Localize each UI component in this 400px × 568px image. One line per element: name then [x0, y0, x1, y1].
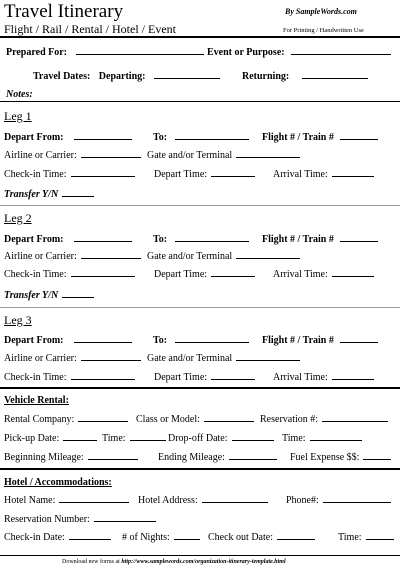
- hotel-checkout-field[interactable]: [277, 531, 315, 540]
- leg-1-depart-field[interactable]: [74, 131, 132, 140]
- leg-2-rule: [0, 307, 400, 308]
- hotel-checkin-field[interactable]: [69, 531, 111, 540]
- class-field[interactable]: [204, 413, 254, 422]
- dropoff-row: [168, 432, 274, 444]
- leg-1-depart-time-field[interactable]: [211, 168, 255, 177]
- depart-time-label: Depart Time:: [154, 372, 208, 383]
- leg-2-transfer-field[interactable]: [62, 289, 94, 298]
- pickup-time-label: Time:: [102, 433, 126, 444]
- dropoff-time-row: [282, 432, 362, 444]
- leg-1-airline-row: [4, 149, 141, 161]
- leg-2-gate-field[interactable]: [236, 250, 300, 259]
- hotel-address-label: Hotel Address:: [138, 495, 198, 506]
- leg-1-arrival-field[interactable]: [332, 168, 374, 177]
- gate-label: Gate and/or Terminal: [147, 353, 233, 364]
- leg-2-arrival-field[interactable]: [332, 268, 374, 277]
- leg-3-arrival-field[interactable]: [332, 371, 374, 380]
- leg-3-depart-field[interactable]: [74, 334, 132, 343]
- begin-mileage-label: Beginning Mileage:: [4, 452, 84, 463]
- leg-2-airline-row: [4, 250, 141, 262]
- event-label: Event or Purpose:: [207, 47, 285, 58]
- leg-3-checkin-field[interactable]: [71, 371, 135, 380]
- leg-3-depart-time-row: [154, 371, 255, 383]
- begin-mileage-row: [4, 451, 138, 463]
- end-mileage-label: Ending Mileage:: [158, 452, 225, 463]
- returning-row: [242, 70, 368, 82]
- fuel-label: Fuel Expense $$:: [290, 452, 360, 463]
- leg-1-airline-field[interactable]: [81, 149, 141, 158]
- flight-label: Flight # / Train #: [262, 234, 334, 245]
- leg-1-transfer-field[interactable]: [62, 188, 94, 197]
- arrival-label: Arrival Time:: [273, 169, 328, 180]
- event-field[interactable]: [291, 46, 391, 55]
- hotel-reservation-row: [4, 513, 156, 525]
- page-subtitle: Flight / Rail / Rental / Hotel / Event: [4, 22, 176, 36]
- leg-2-airline-field[interactable]: [81, 250, 141, 259]
- leg-1-gate-row: [147, 149, 300, 161]
- to-label: To:: [153, 132, 168, 143]
- hotel-reservation-field[interactable]: [94, 513, 156, 522]
- footer: [62, 559, 286, 565]
- page-title: Travel Itinerary: [4, 1, 124, 22]
- vehicle-rule: [0, 468, 400, 470]
- leg-3-arrival-row: [273, 371, 374, 383]
- departing-label: Departing:: [98, 71, 146, 82]
- leg-1-rule: [0, 205, 400, 206]
- hotel-reservation-label: Reservation Number:: [4, 514, 90, 525]
- arrival-label: Arrival Time:: [273, 269, 328, 280]
- hotel-time-label: Time:: [338, 532, 362, 543]
- leg-2-flight-row: [262, 233, 378, 245]
- leg-2-to-row: [153, 233, 249, 245]
- leg-2-checkin-row: [4, 268, 135, 280]
- depart-from-label: Depart From:: [4, 335, 64, 346]
- airline-label: Airline or Carrier:: [4, 353, 77, 364]
- arrival-label: Arrival Time:: [273, 372, 328, 383]
- leg-2-flight-field[interactable]: [340, 233, 378, 242]
- hotel-address-row: [138, 494, 268, 506]
- leg-1-checkin-row: [4, 168, 135, 180]
- end-mileage-row: [158, 451, 277, 463]
- hotel-nights-label: # of Nights:: [122, 532, 170, 543]
- hotel-name-label: Hotel Name:: [4, 495, 56, 506]
- airline-label: Airline or Carrier:: [4, 150, 77, 161]
- dropoff-time-field[interactable]: [310, 432, 362, 441]
- depart-from-label: Depart From:: [4, 132, 64, 143]
- returning-field[interactable]: [302, 70, 368, 79]
- leg-3-airline-field[interactable]: [81, 352, 141, 361]
- header-rule: [0, 36, 400, 38]
- pickup-time-field[interactable]: [130, 432, 166, 441]
- returning-label: Returning:: [242, 71, 290, 82]
- notes-rule: [0, 101, 400, 102]
- prepared-for-label: Prepared For:: [6, 47, 68, 58]
- leg-3-title: Leg 3: [4, 313, 32, 327]
- leg-2-transfer-row: [4, 289, 94, 301]
- dropoff-label: Drop-off Date:: [168, 433, 228, 444]
- pickup-row: [4, 432, 97, 444]
- leg-2-checkin-field[interactable]: [71, 268, 135, 277]
- leg-3-flight-row: [262, 334, 378, 346]
- leg-2-gate-row: [147, 250, 300, 262]
- transfer-label: Transfer Y/N: [4, 290, 59, 301]
- brand-text: By SampleWords.com: [285, 7, 357, 16]
- depart-time-label: Depart Time:: [154, 269, 208, 280]
- leg-2-to-field[interactable]: [175, 233, 249, 242]
- leg-3-to-row: [153, 334, 249, 346]
- travel-dates-label: Travel Dates:: [33, 71, 91, 82]
- checkin-label: Check-in Time:: [4, 169, 67, 180]
- class-row: [136, 413, 254, 425]
- to-label: To:: [153, 234, 168, 245]
- transfer-label: Transfer Y/N: [4, 189, 59, 200]
- notes-label: Notes:: [6, 89, 33, 100]
- leg-1-flight-field[interactable]: [340, 131, 378, 140]
- prepared-for-row: [6, 46, 204, 58]
- leg-1-transfer-row: [4, 188, 94, 200]
- checkin-label: Check-in Time:: [4, 269, 67, 280]
- depart-time-label: Depart Time:: [154, 169, 208, 180]
- flight-label: Flight # / Train #: [262, 132, 334, 143]
- hotel-checkin-row: [4, 531, 111, 543]
- rental-company-row: [4, 413, 128, 425]
- fuel-field[interactable]: [363, 451, 391, 460]
- checkin-label: Check-in Time:: [4, 372, 67, 383]
- pickup-time-row: [102, 432, 166, 444]
- leg-3-to-field[interactable]: [175, 334, 249, 343]
- leg-2-arrival-row: [273, 268, 374, 280]
- departing-field[interactable]: [154, 70, 220, 79]
- hotel-checkout-label: Check out Date:: [208, 532, 273, 543]
- leg-3-airline-row: [4, 352, 141, 364]
- hotel-address-field[interactable]: [202, 494, 268, 503]
- leg-3-gate-row: [147, 352, 300, 364]
- hotel-phone-label: Phone#:: [286, 495, 319, 506]
- to-label: To:: [153, 335, 168, 346]
- flight-label: Flight # / Train #: [262, 335, 334, 346]
- hotel-phone-row: [286, 494, 391, 506]
- vehicle-reservation-label: Reservation #:: [260, 414, 319, 425]
- vehicle-reservation-field[interactable]: [322, 413, 388, 422]
- vehicle-title: Vehicle Rental:: [4, 395, 69, 406]
- leg-1-depart-row: [4, 131, 132, 143]
- leg-1-arrival-row: [273, 168, 374, 180]
- leg-2-depart-field[interactable]: [74, 233, 132, 242]
- leg-3-depart-time-field[interactable]: [211, 371, 255, 380]
- hotel-checkout-row: [208, 531, 315, 543]
- depart-from-label: Depart From:: [4, 234, 64, 245]
- dropoff-field[interactable]: [232, 432, 274, 441]
- leg-1-to-field[interactable]: [175, 131, 249, 140]
- hotel-time-row: [338, 531, 394, 543]
- leg-1-to-row: [153, 131, 249, 143]
- leg-1-title: Leg 1: [4, 109, 32, 123]
- leg-3-depart-row: [4, 334, 132, 346]
- hotel-title: Hotel / Accommodations:: [4, 477, 112, 488]
- prepared-for-field[interactable]: [76, 46, 204, 55]
- airline-label: Airline or Carrier:: [4, 251, 77, 262]
- leg-3-rule: [0, 387, 400, 389]
- class-label: Class or Model:: [136, 414, 200, 425]
- leg-3-flight-field[interactable]: [340, 334, 378, 343]
- end-mileage-field[interactable]: [229, 451, 277, 460]
- event-row: [207, 46, 391, 58]
- pickup-label: Pick-up Date:: [4, 433, 60, 444]
- leg-3-gate-field[interactable]: [236, 352, 300, 361]
- leg-2-depart-time-field[interactable]: [211, 268, 255, 277]
- rental-company-field[interactable]: [78, 413, 128, 422]
- leg-2-depart-time-row: [154, 268, 255, 280]
- hotel-rule: [0, 555, 400, 556]
- hotel-checkin-label: Check-in Date:: [4, 532, 65, 543]
- leg-1-depart-time-row: [154, 168, 255, 180]
- travel-dates-row: [33, 70, 220, 82]
- gate-label: Gate and/or Terminal: [147, 150, 233, 161]
- leg-1-flight-row: [262, 131, 378, 143]
- rental-company-label: Rental Company:: [4, 414, 75, 425]
- footer-prefix: Download new forms at: [62, 559, 120, 565]
- gate-label: Gate and/or Terminal: [147, 251, 233, 262]
- vehicle-reservation-row: [260, 413, 388, 425]
- hotel-time-field[interactable]: [366, 531, 394, 540]
- leg-1-checkin-field[interactable]: [71, 168, 135, 177]
- print-note: For Printing / Handwritten Use: [283, 27, 364, 34]
- dropoff-time-label: Time:: [282, 433, 306, 444]
- pickup-field[interactable]: [63, 432, 97, 441]
- leg-1-gate-field[interactable]: [236, 149, 300, 158]
- fuel-row: [290, 451, 391, 463]
- hotel-phone-field[interactable]: [323, 494, 391, 503]
- footer-link[interactable]: http://www.samplewords.com/organization-itinerary-template.html: [121, 559, 286, 565]
- hotel-name-field[interactable]: [59, 494, 129, 503]
- leg-2-title: Leg 2: [4, 211, 32, 225]
- leg-2-depart-row: [4, 233, 132, 245]
- leg-3-checkin-row: [4, 371, 135, 383]
- hotel-nights-field[interactable]: [174, 531, 200, 540]
- hotel-nights-row: [122, 531, 200, 543]
- hotel-name-row: [4, 494, 129, 506]
- begin-mileage-field[interactable]: [88, 451, 138, 460]
